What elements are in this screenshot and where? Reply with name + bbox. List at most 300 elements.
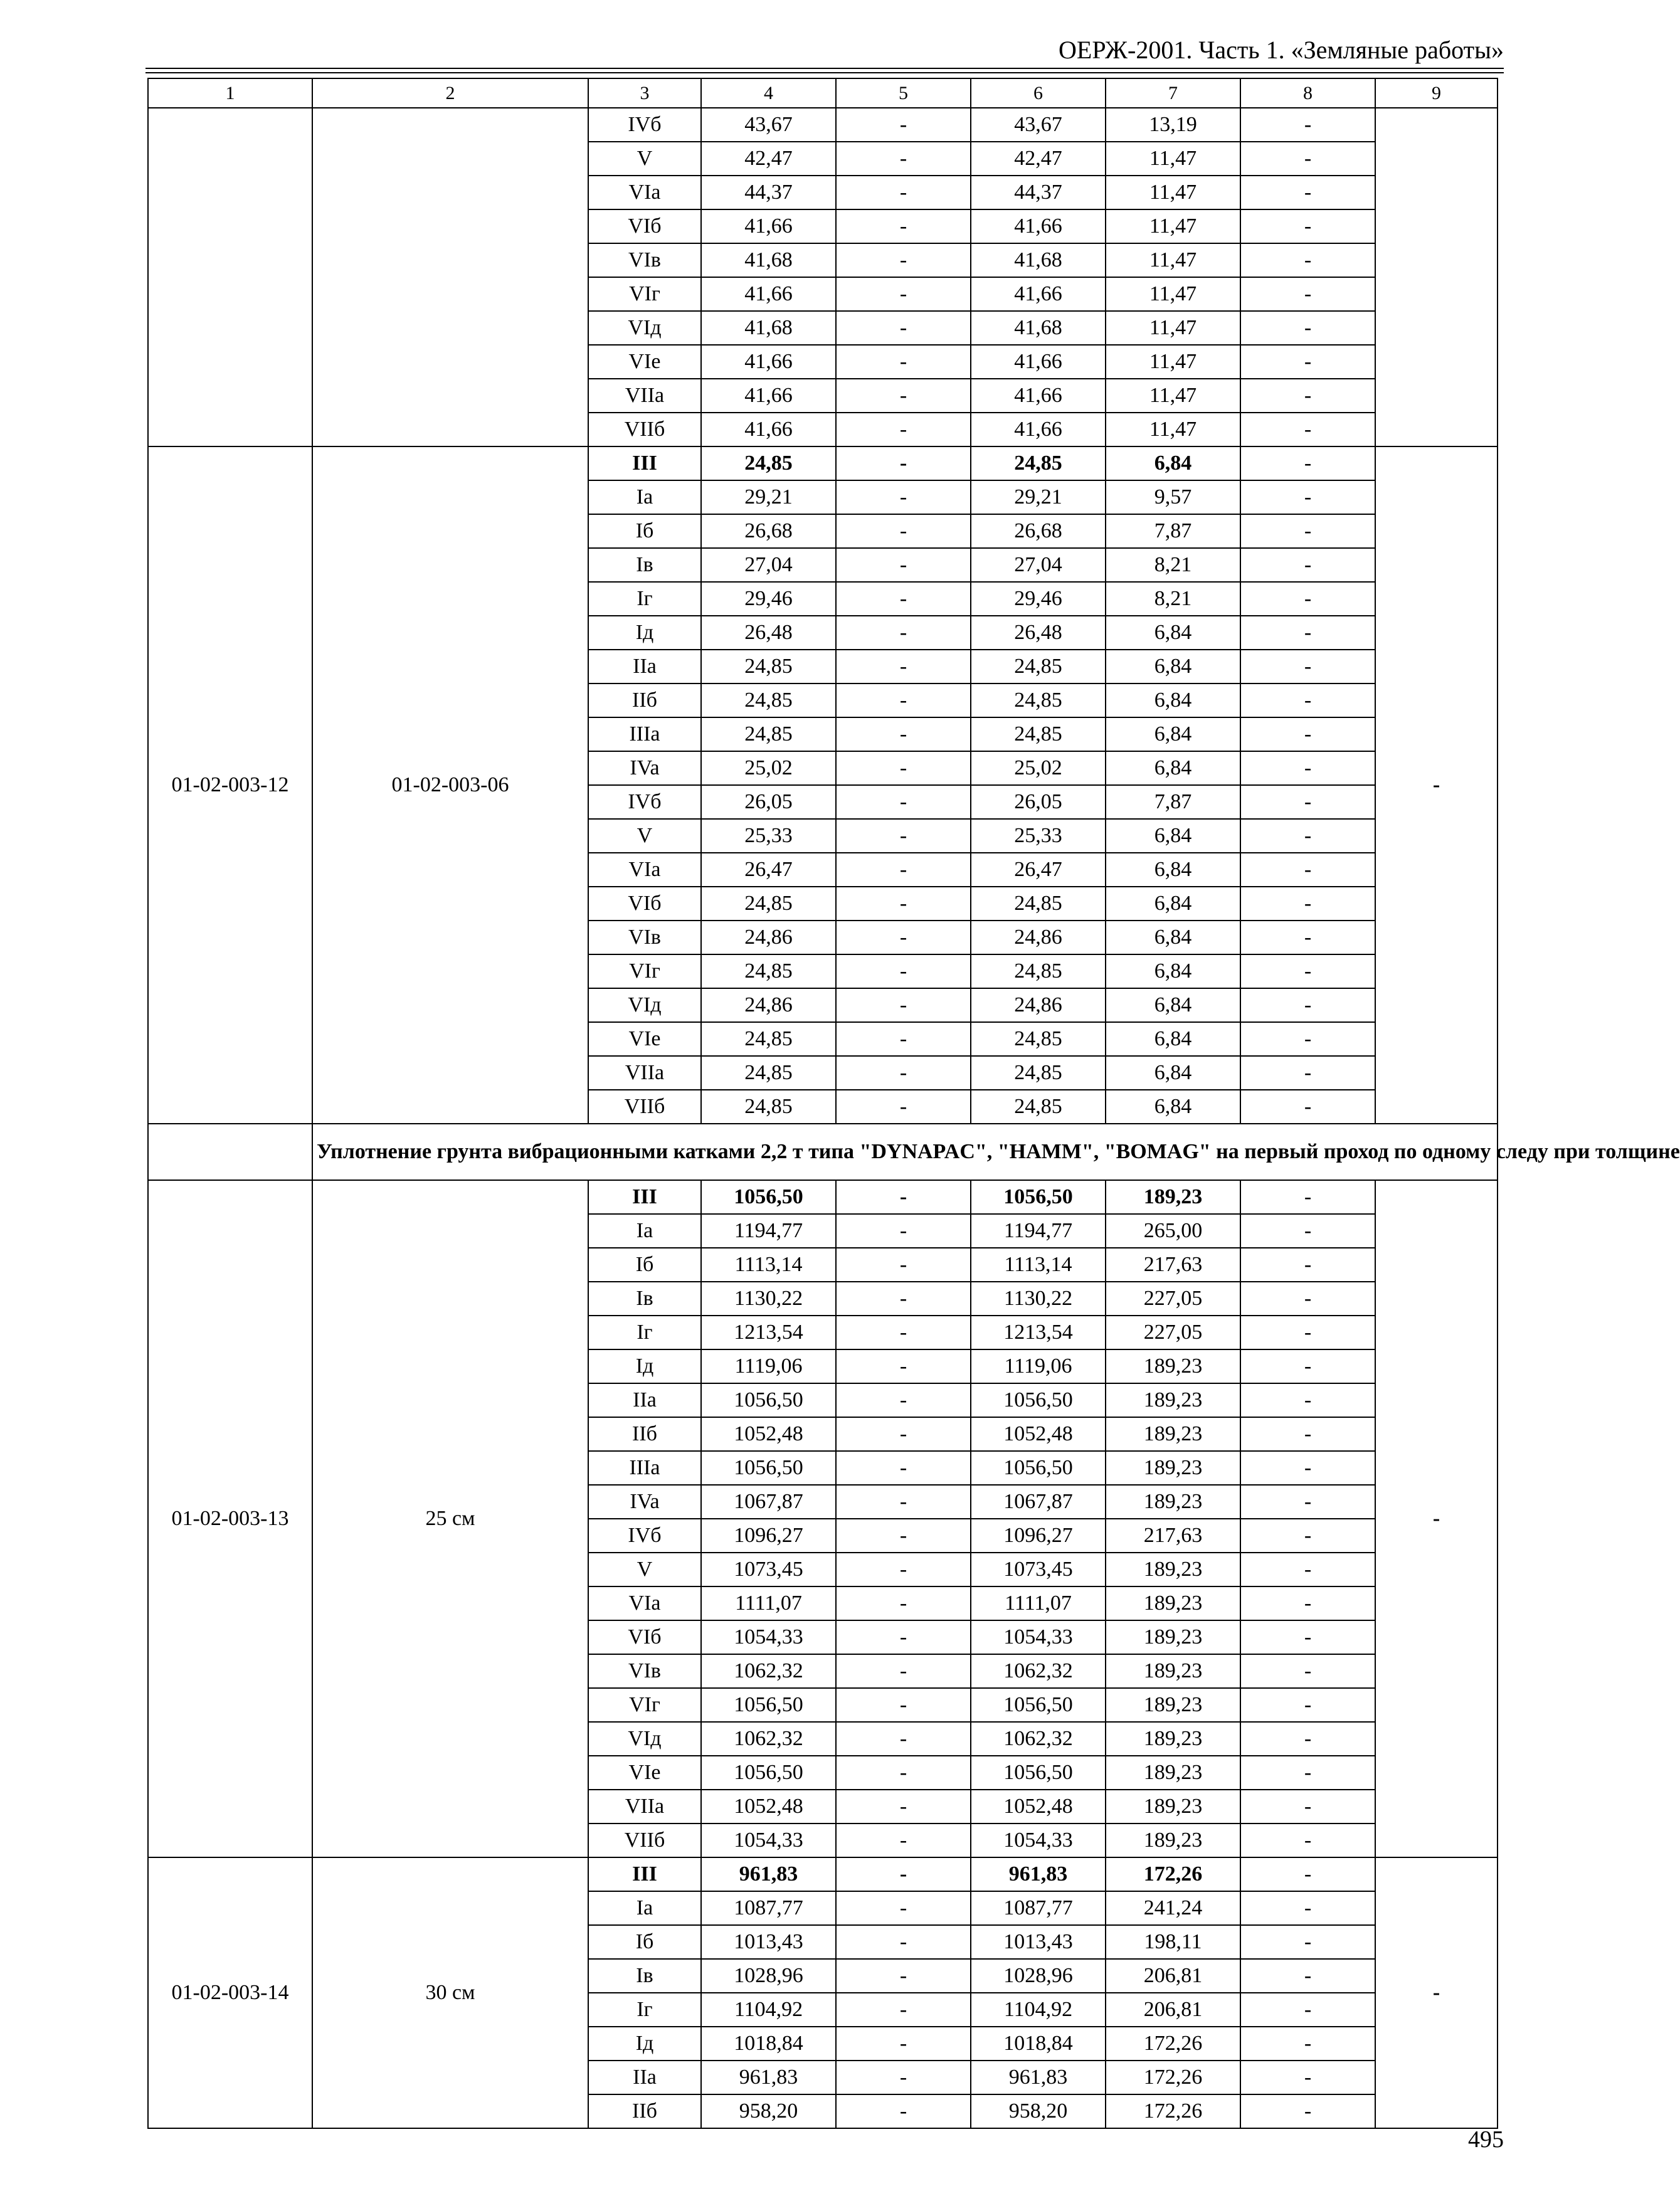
table-cell: - [836, 548, 971, 582]
table-cell: 1056,50 [701, 1451, 836, 1485]
table-row [148, 1180, 1498, 1214]
rate-description: 30 см [312, 1857, 588, 2128]
table-cell: VIд [588, 988, 701, 1022]
table-cell: - [836, 514, 971, 548]
table-cell: 26,05 [701, 785, 836, 819]
table-cell: 1104,92 [971, 1993, 1106, 2027]
table-cell: - [836, 954, 971, 988]
table-cell: - [1240, 1688, 1375, 1722]
table-cell: 1056,50 [701, 1180, 836, 1214]
table-cell: 1056,50 [971, 1756, 1106, 1790]
table-cell: VIв [588, 921, 701, 954]
table-cell: 1111,07 [701, 1586, 836, 1620]
table-cell: 206,81 [1106, 1959, 1240, 1993]
table-cell: 24,85 [701, 717, 836, 751]
table-cell: 24,85 [971, 1056, 1106, 1090]
table-cell: 6,84 [1106, 887, 1240, 921]
table-cell: - [1240, 1824, 1375, 1857]
table-cell: - [836, 413, 971, 446]
table-cell: - [836, 785, 971, 819]
table-cell: - [1240, 1248, 1375, 1282]
table-cell: - [1240, 1417, 1375, 1451]
table-cell: - [1240, 819, 1375, 853]
table-cell: - [836, 616, 971, 650]
table-cell: 198,11 [1106, 1925, 1240, 1959]
table-cell: - [836, 1519, 971, 1553]
table-cell: - [1240, 311, 1375, 345]
col9-cell: - [1375, 446, 1498, 1124]
table-cell: 6,84 [1106, 684, 1240, 717]
table-cell: - [1240, 1756, 1375, 1790]
table-cell: - [1240, 1349, 1375, 1383]
table-cell: 26,05 [971, 785, 1106, 819]
table-cell: 6,84 [1106, 751, 1240, 785]
table-cell: - [1240, 108, 1375, 142]
table-cell: - [1240, 1383, 1375, 1417]
table-cell: - [1240, 480, 1375, 514]
table-cell: 41,68 [701, 243, 836, 277]
table-cell: 1052,48 [701, 1790, 836, 1824]
table-cell: 6,84 [1106, 446, 1240, 480]
table-cell: - [1240, 548, 1375, 582]
table-cell: IIa [588, 1383, 701, 1417]
table-cell: - [1240, 616, 1375, 650]
table-cell: VIб [588, 887, 701, 921]
table-cell: - [836, 1349, 971, 1383]
table-cell: - [836, 1248, 971, 1282]
table-cell: Iв [588, 1282, 701, 1316]
column-header-row [148, 78, 1498, 108]
table-cell: - [836, 1553, 971, 1586]
table-cell: - [836, 209, 971, 243]
table-cell: - [1240, 954, 1375, 988]
table-cell: 961,83 [701, 1857, 836, 1891]
table-cell: 1018,84 [971, 2027, 1106, 2061]
table-cell: 172,26 [1106, 2061, 1240, 2094]
table-cell: - [1240, 1654, 1375, 1688]
table-cell: 189,23 [1106, 1722, 1240, 1756]
table-cell: - [1240, 142, 1375, 176]
table-cell: 11,47 [1106, 413, 1240, 446]
table-cell: 24,86 [971, 921, 1106, 954]
table-cell: 41,66 [971, 277, 1106, 311]
table-cell: - [836, 819, 971, 853]
table-cell: - [836, 2027, 971, 2061]
table-cell: - [836, 1688, 971, 1722]
table-cell: VIг [588, 1688, 701, 1722]
table-cell: 1194,77 [701, 1214, 836, 1248]
table-cell: 189,23 [1106, 1654, 1240, 1688]
col9-cell [1375, 108, 1498, 446]
table-cell: 42,47 [971, 142, 1106, 176]
table-cell: - [1240, 684, 1375, 717]
rate-description: 01-02-003-06 [312, 446, 588, 1124]
table-cell: 11,47 [1106, 379, 1240, 413]
table-cell: - [836, 1090, 971, 1124]
table-cell: 1054,33 [701, 1620, 836, 1654]
table-cell: Ia [588, 480, 701, 514]
table-cell: 25,02 [701, 751, 836, 785]
table-cell: - [1240, 1090, 1375, 1124]
table-cell: - [1240, 582, 1375, 616]
table-cell: 44,37 [701, 176, 836, 209]
table-cell: 189,23 [1106, 1790, 1240, 1824]
table-cell: IVб [588, 1519, 701, 1553]
table-cell: 1130,22 [701, 1282, 836, 1316]
table-cell: 24,86 [701, 921, 836, 954]
code-cell [148, 108, 312, 446]
table-cell: IVa [588, 1485, 701, 1519]
table-cell: - [836, 1756, 971, 1790]
column-header-9: 9 [1375, 78, 1498, 108]
table-cell: 24,85 [971, 650, 1106, 684]
table-cell: 1054,33 [971, 1824, 1106, 1857]
table-cell: - [1240, 379, 1375, 413]
table-cell: 958,20 [701, 2094, 836, 2128]
table-cell: - [1240, 277, 1375, 311]
table-cell: 26,68 [701, 514, 836, 548]
table-cell: 25,33 [971, 819, 1106, 853]
table-cell: 1087,77 [971, 1891, 1106, 1925]
table-cell: - [1240, 1519, 1375, 1553]
table-cell: - [1240, 1180, 1375, 1214]
col9-cell: - [1375, 1857, 1498, 2128]
table-cell: IIa [588, 650, 701, 684]
table-cell: - [836, 379, 971, 413]
table-cell: 1056,50 [971, 1451, 1106, 1485]
table-cell: - [836, 2061, 971, 2094]
table-cell: - [1240, 1891, 1375, 1925]
table-cell: - [836, 1485, 971, 1519]
table-cell: 189,23 [1106, 1417, 1240, 1451]
table-cell: VIв [588, 1654, 701, 1688]
table-cell: VIa [588, 1586, 701, 1620]
table-cell: - [836, 480, 971, 514]
table-cell: - [836, 988, 971, 1022]
table-cell: 11,47 [1106, 209, 1240, 243]
column-header-1: 1 [148, 78, 312, 108]
table-cell: VIIб [588, 413, 701, 446]
table-cell: 24,85 [971, 1090, 1106, 1124]
table-cell: 11,47 [1106, 176, 1240, 209]
table-cell: 11,47 [1106, 243, 1240, 277]
table-cell: 961,83 [971, 2061, 1106, 2094]
table-cell: 41,66 [701, 209, 836, 243]
table-cell: Iв [588, 548, 701, 582]
table-cell: 1067,87 [701, 1485, 836, 1519]
table-cell: - [836, 751, 971, 785]
table-cell: - [1240, 751, 1375, 785]
table-cell: - [836, 1891, 971, 1925]
table-cell: - [836, 1383, 971, 1417]
table-cell: 1056,50 [701, 1756, 836, 1790]
table-cell: 206,81 [1106, 1993, 1240, 2027]
table-cell: - [1240, 2094, 1375, 2128]
table-cell: - [836, 176, 971, 209]
table-cell: 6,84 [1106, 1056, 1240, 1090]
table-cell: 961,83 [971, 1857, 1106, 1891]
table-cell: 24,85 [701, 1022, 836, 1056]
table-cell: 41,66 [971, 209, 1106, 243]
table-cell: VIг [588, 277, 701, 311]
table-cell: 41,66 [971, 379, 1106, 413]
table-cell: 29,21 [701, 480, 836, 514]
table-cell: 6,84 [1106, 717, 1240, 751]
table-cell: VIб [588, 1620, 701, 1654]
desc-cell [312, 108, 588, 446]
table-cell: - [1240, 887, 1375, 921]
table-cell: 24,86 [971, 988, 1106, 1022]
table-cell: - [836, 717, 971, 751]
column-header-2: 2 [312, 78, 588, 108]
table-cell: 1067,87 [971, 1485, 1106, 1519]
table-cell: 1052,48 [701, 1417, 836, 1451]
table-cell: - [1240, 413, 1375, 446]
table-cell: - [1240, 514, 1375, 548]
table-cell: - [836, 1022, 971, 1056]
table-cell: 172,26 [1106, 2027, 1240, 2061]
table-cell: 6,84 [1106, 1090, 1240, 1124]
table-cell: 41,68 [971, 311, 1106, 345]
table-cell: - [1240, 1586, 1375, 1620]
table-cell: VIIб [588, 1090, 701, 1124]
table-cell: VIa [588, 176, 701, 209]
table-cell: - [1240, 1722, 1375, 1756]
table-cell: VIд [588, 311, 701, 345]
table-cell: 43,67 [701, 108, 836, 142]
column-header-4: 4 [701, 78, 836, 108]
rate-description: 25 см [312, 1180, 588, 1857]
table-cell: VIa [588, 853, 701, 887]
table-cell: V [588, 1553, 701, 1586]
table-cell: 1056,50 [971, 1688, 1106, 1722]
table-cell: - [1240, 1214, 1375, 1248]
table-cell: 24,85 [971, 1022, 1106, 1056]
table-cell: 8,21 [1106, 548, 1240, 582]
table-cell: - [1240, 988, 1375, 1022]
table-cell: - [1240, 921, 1375, 954]
table-cell: - [836, 243, 971, 277]
table-cell: - [1240, 1485, 1375, 1519]
table-cell: - [836, 108, 971, 142]
table-cell: 24,85 [971, 717, 1106, 751]
table-cell: III [588, 1180, 701, 1214]
table-cell: 42,47 [701, 142, 836, 176]
table-cell: 9,57 [1106, 480, 1240, 514]
table-cell: - [836, 277, 971, 311]
table-cell: 1056,50 [971, 1383, 1106, 1417]
table-cell: 1073,45 [971, 1553, 1106, 1586]
column-header-5: 5 [836, 78, 971, 108]
table-cell: 25,33 [701, 819, 836, 853]
table-cell: IVб [588, 785, 701, 819]
table-cell: V [588, 142, 701, 176]
table-cell: 11,47 [1106, 311, 1240, 345]
table-cell: 6,84 [1106, 616, 1240, 650]
table-cell: - [836, 1790, 971, 1824]
table-cell: Iб [588, 514, 701, 548]
table-cell: 1087,77 [701, 1891, 836, 1925]
table-cell: 189,23 [1106, 1180, 1240, 1214]
table-cell: Iд [588, 1349, 701, 1383]
table-cell: 1130,22 [971, 1282, 1106, 1316]
table-cell: VIe [588, 345, 701, 379]
table-cell: - [1240, 209, 1375, 243]
table-cell: Ia [588, 1214, 701, 1248]
table-cell: Iб [588, 1925, 701, 1959]
table-cell: 189,23 [1106, 1383, 1240, 1417]
table-cell: 1013,43 [971, 1925, 1106, 1959]
table-cell: 217,63 [1106, 1519, 1240, 1553]
table-cell: 227,05 [1106, 1282, 1240, 1316]
table-cell: 265,00 [1106, 1214, 1240, 1248]
table-cell: IIб [588, 1417, 701, 1451]
table-cell: 27,04 [971, 548, 1106, 582]
table-cell: 189,23 [1106, 1553, 1240, 1586]
table-row [148, 108, 1498, 142]
table-cell: IVб [588, 108, 701, 142]
table-cell: - [1240, 785, 1375, 819]
table-cell: Iд [588, 616, 701, 650]
table-cell: VIIa [588, 1056, 701, 1090]
table-cell: - [836, 1316, 971, 1349]
table-cell: 24,85 [701, 650, 836, 684]
column-header-8: 8 [1240, 78, 1375, 108]
table-cell: 1056,50 [971, 1180, 1106, 1214]
table-cell: 189,23 [1106, 1451, 1240, 1485]
page-number: 495 [1468, 2126, 1504, 2153]
table-cell: - [836, 1214, 971, 1248]
table-cell: 41,68 [701, 311, 836, 345]
table-cell: - [836, 1620, 971, 1654]
table-cell: 1073,45 [701, 1553, 836, 1586]
table-cell: - [836, 446, 971, 480]
table-cell: 26,47 [701, 853, 836, 887]
table-cell: 13,19 [1106, 108, 1240, 142]
table-cell: 6,84 [1106, 954, 1240, 988]
page-header-title: ОЕРЖ-2001. Часть 1. «Земляные работы» [1059, 36, 1504, 64]
table-cell: - [836, 1654, 971, 1688]
table-cell: - [836, 1451, 971, 1485]
table-cell: 1113,14 [701, 1248, 836, 1282]
table-cell: 11,47 [1106, 142, 1240, 176]
table-cell: 1111,07 [971, 1586, 1106, 1620]
table-cell: - [836, 2094, 971, 2128]
table-cell: 6,84 [1106, 650, 1240, 684]
table-cell: IIб [588, 684, 701, 717]
table-cell: - [836, 853, 971, 887]
table-cell: 1062,32 [701, 1654, 836, 1688]
table-row [148, 1857, 1498, 1891]
table-cell: 41,66 [701, 413, 836, 446]
table-cell: IIб [588, 2094, 701, 2128]
table-cell: Iд [588, 2027, 701, 2061]
table-cell: 189,23 [1106, 1756, 1240, 1790]
table-cell: - [1240, 1282, 1375, 1316]
table-cell: 1028,96 [971, 1959, 1106, 1993]
table-cell: 6,84 [1106, 1022, 1240, 1056]
table-cell: - [1240, 176, 1375, 209]
table-cell: VIe [588, 1756, 701, 1790]
table-cell: - [836, 1959, 971, 1993]
table-cell: 6,84 [1106, 921, 1240, 954]
table-cell: 24,85 [701, 446, 836, 480]
table-cell: 24,85 [971, 684, 1106, 717]
table-cell: 1096,27 [701, 1519, 836, 1553]
rate-code: 01-02-003-14 [148, 1857, 312, 2128]
table-cell: 26,48 [701, 616, 836, 650]
table-cell: 29,21 [971, 480, 1106, 514]
table-cell: IVa [588, 751, 701, 785]
table-cell: - [1240, 1790, 1375, 1824]
table-cell: - [1240, 2061, 1375, 2094]
table-cell: Iг [588, 582, 701, 616]
table-cell: VIд [588, 1722, 701, 1756]
table-cell: - [836, 1824, 971, 1857]
table-cell: - [1240, 1993, 1375, 2027]
table-cell: - [1240, 345, 1375, 379]
table-cell: - [836, 1993, 971, 2027]
table-cell: 26,68 [971, 514, 1106, 548]
table-cell: - [836, 684, 971, 717]
table-cell: 217,63 [1106, 1248, 1240, 1282]
table-cell: - [836, 921, 971, 954]
table-cell: 24,85 [701, 887, 836, 921]
table-cell: V [588, 819, 701, 853]
table-cell: - [836, 345, 971, 379]
table-cell: 189,23 [1106, 1824, 1240, 1857]
header-rule [145, 68, 1504, 69]
table-cell: 6,84 [1106, 988, 1240, 1022]
table-cell: - [836, 1722, 971, 1756]
table-cell: VIг [588, 954, 701, 988]
table-cell: 7,87 [1106, 785, 1240, 819]
table-cell: Iг [588, 1316, 701, 1349]
table-cell: - [836, 650, 971, 684]
table-cell: 172,26 [1106, 1857, 1240, 1891]
table-cell: 27,04 [701, 548, 836, 582]
table-cell: - [1240, 1022, 1375, 1056]
table-cell: - [836, 1857, 971, 1891]
table-cell: 26,48 [971, 616, 1106, 650]
table-cell: 189,23 [1106, 1485, 1240, 1519]
table-cell: 1054,33 [701, 1824, 836, 1857]
col9-cell: - [1375, 1180, 1498, 1857]
table-cell: Iг [588, 1993, 701, 2027]
table-cell: - [1240, 1451, 1375, 1485]
table-cell: IIIa [588, 1451, 701, 1485]
header-rule [145, 72, 1504, 73]
table-cell: - [836, 887, 971, 921]
table-cell: - [836, 1586, 971, 1620]
table-cell: - [1240, 1959, 1375, 1993]
table-cell: 41,68 [971, 243, 1106, 277]
table-cell: VIIa [588, 379, 701, 413]
table-cell: 172,26 [1106, 2094, 1240, 2128]
table-cell: - [836, 1180, 971, 1214]
table-cell: 24,85 [701, 1056, 836, 1090]
table-cell: Iв [588, 1959, 701, 1993]
table-cell: - [1240, 717, 1375, 751]
column-header-7: 7 [1106, 78, 1240, 108]
table-cell: 24,85 [701, 1090, 836, 1124]
table-cell: 7,87 [1106, 514, 1240, 548]
table-cell: 24,85 [971, 954, 1106, 988]
table-cell: 189,23 [1106, 1620, 1240, 1654]
table-cell: Ia [588, 1891, 701, 1925]
table-cell: 11,47 [1106, 277, 1240, 311]
table-cell: 1018,84 [701, 2027, 836, 2061]
